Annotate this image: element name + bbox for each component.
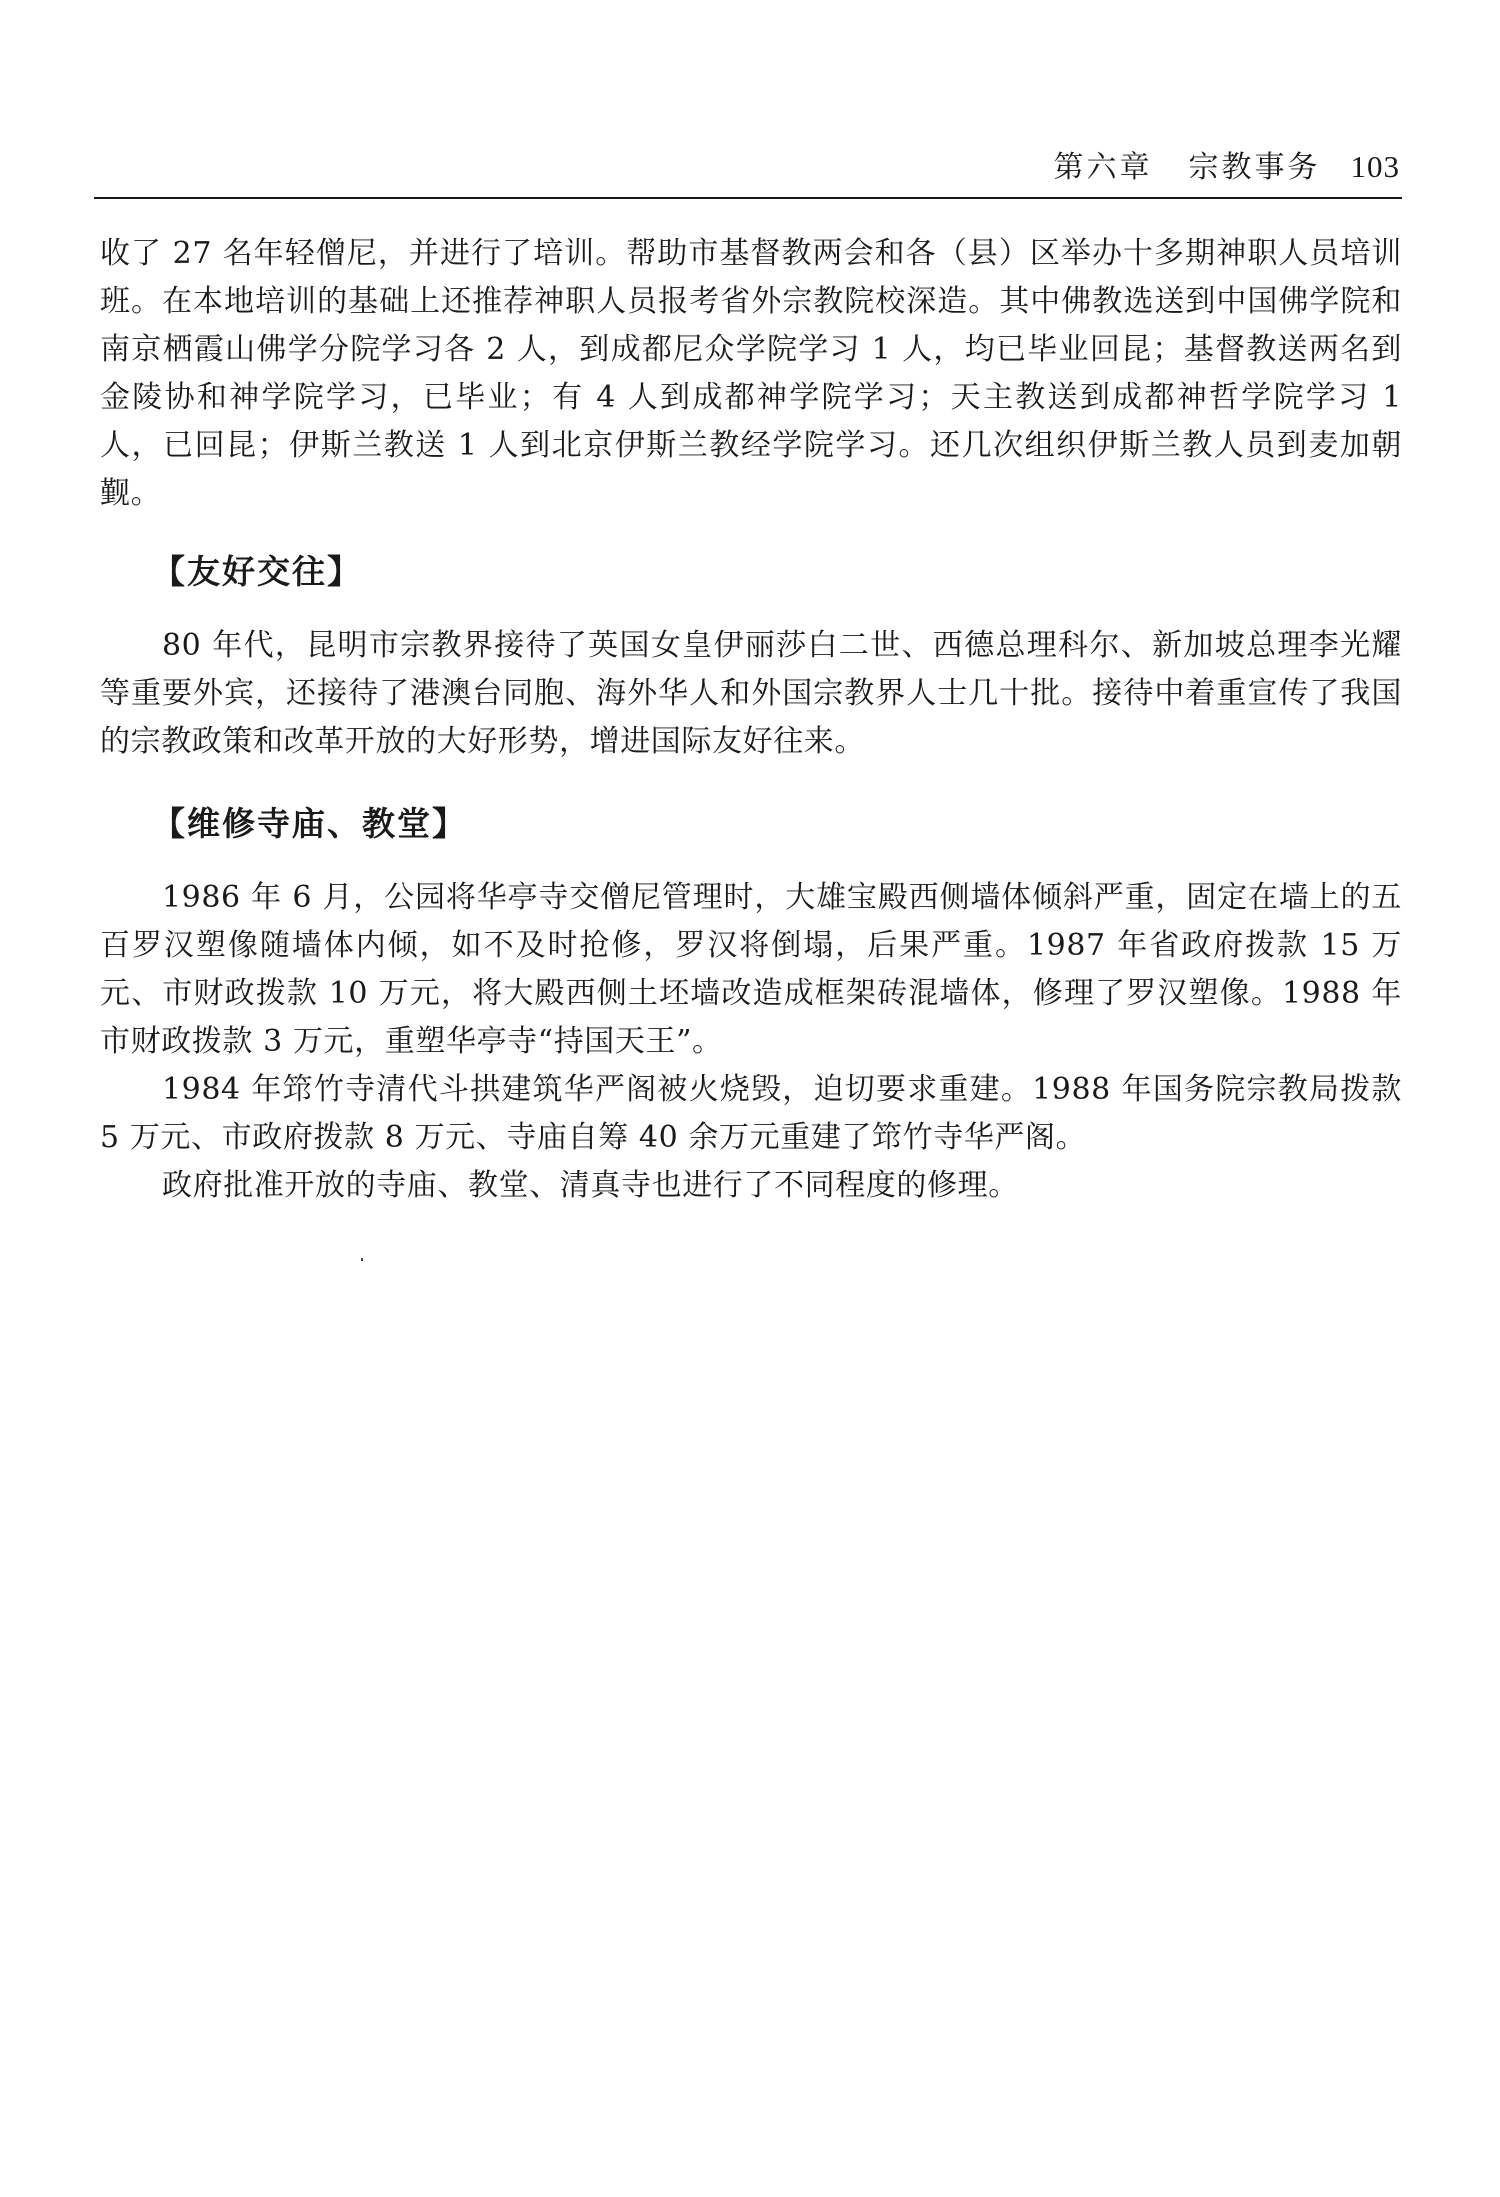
body-paragraph: 收了 27 名年轻僧尼，并进行了培训。帮助市基督教两会和各（县）区举办十多期神职人员培训班。在本地培训的基础上还推荐神职人员报考省外宗教院校深造。其中佛教选送到中国佛学院和南京栖霞山佛学分院学习各 2 人，到成都尼众学院学习 1 人，均已毕业回昆；基督教送两名到金陵协和神学院学习，已毕业；有 4 人到成都神学院学习；天主教送到成都神哲学院学习 1 人，已回昆；伊斯兰教送 1 人到北京伊斯兰教经学院学习。还几次组织伊斯兰教人员到麦加朝觐。 (100, 236, 1402, 511)
section-label: 宗教事务 (1188, 150, 1321, 185)
chapter-label: 第六章 (1053, 150, 1153, 185)
body-paragraph: 政府批准开放的寺庙、教堂、清真寺也进行了不同程度的修理。 (162, 1168, 1019, 1203)
body-paragraph: 1986 年 6 月，公园将华亭寺交僧尼管理时，大雄宝殿西侧墙体倾斜严重，固定在墙上的五百罗汉塑像随墙体内倾，如不及时抢修，罗汉将倒塌，后果严重。1987 年省政府拨款 15 万元、市财政拨款 10 万元，将大殿西侧土坯墙改造成框架砖混墙体，修理了罗汉塑像。1988 年市财政拨款 3 万元，重塑华亭寺“持国天王”。 (100, 880, 1402, 1059)
body-paragraph: 1984 年筇竹寺清代斗拱建筑华严阁被火烧毁，迫切要求重建。1988 年国务院宗教局拨款 5 万元、市政府拨款 8 万元、寺庙自筹 40 余万元重建了筇竹寺华严阁。 (100, 1072, 1402, 1155)
print-speck (361, 1258, 363, 1261)
header-rule (94, 197, 1402, 199)
page-body (100, 230, 1402, 1210)
running-header (100, 142, 1400, 192)
body-paragraph: 80 年代，昆明市宗教界接待了英国女皇伊丽莎白二世、西德总理科尔、新加坡总理李光耀等重要外宾，还接待了港澳台同胞、海外华人和外国宗教界人士几十批。接待中着重宣传了我国的宗教政策和改革开放的大好形势，增进国际友好往来。 (100, 628, 1402, 759)
page-number: 103 (1350, 149, 1400, 184)
section-heading: 【维修寺庙、教堂】 (152, 804, 467, 843)
section-heading: 【友好交往】 (152, 552, 362, 591)
